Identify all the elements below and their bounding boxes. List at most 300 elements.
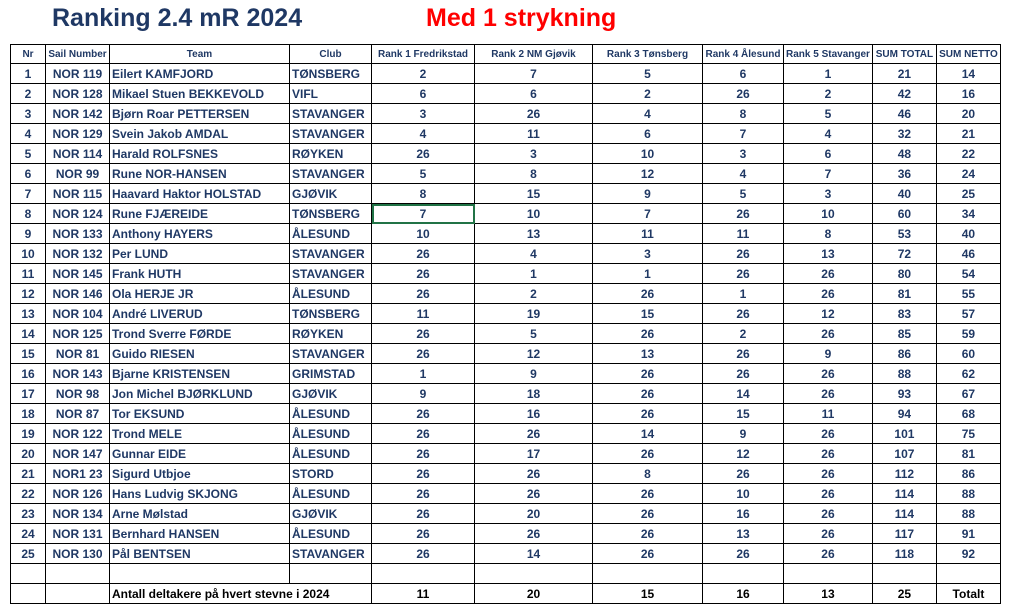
cell-netto[interactable]: 75 <box>936 424 1000 444</box>
cell-netto[interactable]: 20 <box>936 104 1000 124</box>
cell-sail[interactable]: NOR 98 <box>46 384 110 404</box>
cell-r5[interactable]: 9 <box>784 344 873 364</box>
cell-r3[interactable]: 9 <box>593 184 703 204</box>
cell-total[interactable]: 107 <box>872 444 936 464</box>
cell-r3[interactable]: 6 <box>593 124 703 144</box>
cell-netto[interactable]: 57 <box>936 304 1000 324</box>
cell-r4[interactable]: 10 <box>703 484 784 504</box>
cell-r1[interactable]: 4 <box>372 124 475 144</box>
cell-nr[interactable]: 24 <box>11 524 46 544</box>
cell-team[interactable]: Rune NOR-HANSEN <box>110 164 290 184</box>
cell-team[interactable]: Guido RIESEN <box>110 344 290 364</box>
cell-r4[interactable]: 26 <box>703 364 784 384</box>
cell-total[interactable]: 93 <box>872 384 936 404</box>
cell-r2[interactable]: 12 <box>475 344 593 364</box>
cell-r5[interactable]: 26 <box>784 504 873 524</box>
cell-r5[interactable]: 2 <box>784 84 873 104</box>
cell-r3[interactable]: 26 <box>593 364 703 384</box>
cell-total[interactable]: 83 <box>872 304 936 324</box>
cell-sail[interactable]: NOR 114 <box>46 144 110 164</box>
cell-r3[interactable]: 2 <box>593 84 703 104</box>
cell-club[interactable]: TØNSBERG <box>290 64 372 84</box>
cell-r2[interactable]: 26 <box>475 484 593 504</box>
cell-r3[interactable]: 4 <box>593 104 703 124</box>
cell-total[interactable]: 94 <box>872 404 936 424</box>
cell-nr[interactable]: 25 <box>11 544 46 564</box>
cell-sail[interactable]: NOR 147 <box>46 444 110 464</box>
cell-r4[interactable]: 26 <box>703 304 784 324</box>
cell-netto[interactable]: 59 <box>936 324 1000 344</box>
footer-rank-2[interactable]: 20 <box>475 584 593 604</box>
cell-r5[interactable]: 10 <box>784 204 873 224</box>
cell[interactable] <box>372 564 475 584</box>
cell-club[interactable]: TØNSBERG <box>290 204 372 224</box>
cell-r3[interactable]: 26 <box>593 284 703 304</box>
cell-sail[interactable]: NOR 115 <box>46 184 110 204</box>
cell-r5[interactable]: 26 <box>784 544 873 564</box>
cell-team[interactable]: Pål BENTSEN <box>110 544 290 564</box>
cell-club[interactable]: RØYKEN <box>290 324 372 344</box>
cell-r2[interactable]: 9 <box>475 364 593 384</box>
footer-label[interactable]: Antall deltakere på hvert stevne i 2024 <box>110 584 372 604</box>
cell-netto[interactable]: 16 <box>936 84 1000 104</box>
cell-r2[interactable]: 14 <box>475 544 593 564</box>
cell-club[interactable]: TØNSBERG <box>290 304 372 324</box>
cell-total[interactable]: 88 <box>872 364 936 384</box>
cell-total[interactable]: 32 <box>872 124 936 144</box>
cell-r3[interactable]: 8 <box>593 464 703 484</box>
cell-netto[interactable]: 62 <box>936 364 1000 384</box>
cell-sail[interactable]: NOR 142 <box>46 104 110 124</box>
cell-team[interactable]: Gunnar EIDE <box>110 444 290 464</box>
cell-netto[interactable]: 91 <box>936 524 1000 544</box>
cell-r2[interactable]: 4 <box>475 244 593 264</box>
cell-team[interactable]: Bernhard HANSEN <box>110 524 290 544</box>
cell-r4[interactable]: 7 <box>703 124 784 144</box>
cell-club[interactable]: ÅLESUND <box>290 424 372 444</box>
cell-r5[interactable]: 26 <box>784 364 873 384</box>
cell-club[interactable]: STAVANGER <box>290 164 372 184</box>
cell-nr[interactable]: 22 <box>11 484 46 504</box>
cell-netto[interactable]: 86 <box>936 464 1000 484</box>
cell-r4[interactable]: 26 <box>703 204 784 224</box>
cell-r5[interactable]: 26 <box>784 264 873 284</box>
cell-r5[interactable]: 26 <box>784 324 873 344</box>
cell-nr[interactable]: 20 <box>11 444 46 464</box>
cell-r2[interactable]: 16 <box>475 404 593 424</box>
header-team[interactable]: Team <box>110 45 290 64</box>
cell-nr[interactable]: 13 <box>11 304 46 324</box>
cell-r5[interactable]: 26 <box>784 384 873 404</box>
cell-r3[interactable]: 26 <box>593 404 703 424</box>
cell-club[interactable]: VIFL <box>290 84 372 104</box>
cell-sail[interactable]: NOR 129 <box>46 124 110 144</box>
cell-r1[interactable]: 26 <box>372 544 475 564</box>
cell-r5[interactable]: 5 <box>784 104 873 124</box>
cell-r5[interactable]: 6 <box>784 144 873 164</box>
cell-total[interactable]: 114 <box>872 484 936 504</box>
cell-team[interactable]: Arne Mølstad <box>110 504 290 524</box>
cell-sail[interactable]: NOR 134 <box>46 504 110 524</box>
cell-r5[interactable]: 1 <box>784 64 873 84</box>
cell[interactable] <box>784 564 873 584</box>
cell-netto[interactable]: 88 <box>936 504 1000 524</box>
header-sum-total[interactable]: SUM TOTAL <box>872 45 936 64</box>
header-sail-number[interactable]: Sail Number <box>46 45 110 64</box>
cell-team[interactable]: Tor EKSUND <box>110 404 290 424</box>
cell-r4[interactable]: 26 <box>703 464 784 484</box>
cell-r5[interactable]: 13 <box>784 244 873 264</box>
cell[interactable] <box>290 564 372 584</box>
cell-team[interactable]: Anthony HAYERS <box>110 224 290 244</box>
cell-team[interactable]: André LIVERUD <box>110 304 290 324</box>
footer-rank-5[interactable]: 13 <box>784 584 873 604</box>
cell-r2[interactable]: 5 <box>475 324 593 344</box>
cell-netto[interactable]: 40 <box>936 224 1000 244</box>
cell-r1[interactable]: 26 <box>372 344 475 364</box>
cell-nr[interactable]: 16 <box>11 364 46 384</box>
cell-netto[interactable]: 46 <box>936 244 1000 264</box>
cell-team[interactable]: Haavard Haktor HOLSTAD <box>110 184 290 204</box>
cell-team[interactable]: Jon Michel BJØRKLUND <box>110 384 290 404</box>
cell-r2[interactable]: 15 <box>475 184 593 204</box>
cell-r1[interactable]: 26 <box>372 424 475 444</box>
cell-r1[interactable]: 2 <box>372 64 475 84</box>
footer-rank-3[interactable]: 15 <box>593 584 703 604</box>
cell-r1[interactable]: 26 <box>372 324 475 344</box>
cell-club[interactable]: STAVANGER <box>290 344 372 364</box>
cell-nr[interactable]: 10 <box>11 244 46 264</box>
cell-sail[interactable]: NOR 143 <box>46 364 110 384</box>
footer-rank-4[interactable]: 16 <box>703 584 784 604</box>
cell[interactable] <box>872 564 936 584</box>
header-rank-5[interactable]: Rank 5 Stavanger <box>784 45 873 64</box>
cell-club[interactable]: ÅLESUND <box>290 524 372 544</box>
cell-r4[interactable]: 8 <box>703 104 784 124</box>
cell-nr[interactable]: 12 <box>11 284 46 304</box>
cell-r3[interactable]: 1 <box>593 264 703 284</box>
cell-netto[interactable]: 14 <box>936 64 1000 84</box>
cell-r3[interactable]: 14 <box>593 424 703 444</box>
cell-nr[interactable]: 1 <box>11 64 46 84</box>
cell-sail[interactable]: NOR 146 <box>46 284 110 304</box>
cell-r2[interactable]: 26 <box>475 464 593 484</box>
cell-sail[interactable]: NOR 131 <box>46 524 110 544</box>
cell-club[interactable]: GJØVIK <box>290 384 372 404</box>
cell-nr[interactable]: 14 <box>11 324 46 344</box>
cell-r4[interactable]: 5 <box>703 184 784 204</box>
cell-r1[interactable]: 26 <box>372 264 475 284</box>
cell-sail[interactable]: NOR 119 <box>46 64 110 84</box>
cell-netto[interactable]: 68 <box>936 404 1000 424</box>
cell-r2[interactable]: 7 <box>475 64 593 84</box>
cell-total[interactable]: 86 <box>872 344 936 364</box>
cell-r2[interactable]: 19 <box>475 304 593 324</box>
header-rank-2[interactable]: Rank 2 NM Gjøvik <box>475 45 593 64</box>
cell-r4[interactable]: 26 <box>703 244 784 264</box>
cell-nr[interactable]: 21 <box>11 464 46 484</box>
cell[interactable] <box>593 564 703 584</box>
cell-sail[interactable]: NOR 99 <box>46 164 110 184</box>
cell-nr[interactable]: 15 <box>11 344 46 364</box>
cell-total[interactable]: 60 <box>872 204 936 224</box>
cell-total[interactable]: 117 <box>872 524 936 544</box>
cell-total[interactable]: 48 <box>872 144 936 164</box>
cell-r1[interactable]: 26 <box>372 484 475 504</box>
cell-r3[interactable]: 26 <box>593 544 703 564</box>
cell-team[interactable]: Sigurd Utbjoe <box>110 464 290 484</box>
cell-team[interactable]: Per LUND <box>110 244 290 264</box>
cell-nr[interactable]: 7 <box>11 184 46 204</box>
cell[interactable] <box>11 584 46 604</box>
cell-club[interactable]: STAVANGER <box>290 104 372 124</box>
cell-r5[interactable]: 26 <box>784 284 873 304</box>
cell-team[interactable]: Harald ROLFSNES <box>110 144 290 164</box>
cell-r2[interactable]: 18 <box>475 384 593 404</box>
cell-club[interactable]: ÅLESUND <box>290 404 372 424</box>
cell-nr[interactable]: 17 <box>11 384 46 404</box>
cell-r1[interactable]: 6 <box>372 84 475 104</box>
cell-nr[interactable]: 19 <box>11 424 46 444</box>
cell-r1[interactable]: 8 <box>372 184 475 204</box>
cell-sail[interactable]: NOR 130 <box>46 544 110 564</box>
cell-r1[interactable]: 26 <box>372 244 475 264</box>
cell-r5[interactable]: 26 <box>784 464 873 484</box>
cell-team[interactable]: Eilert KAMFJORD <box>110 64 290 84</box>
cell-team[interactable]: Bjørn Roar PETTERSEN <box>110 104 290 124</box>
header-nr[interactable]: Nr <box>11 45 46 64</box>
cell-r1[interactable]: 1 <box>372 364 475 384</box>
cell-r2[interactable]: 13 <box>475 224 593 244</box>
cell-total[interactable]: 114 <box>872 504 936 524</box>
cell-r1[interactable]: 9 <box>372 384 475 404</box>
cell-total[interactable]: 42 <box>872 84 936 104</box>
cell-r5[interactable]: 8 <box>784 224 873 244</box>
cell-sail[interactable]: NOR 132 <box>46 244 110 264</box>
cell-r4[interactable]: 3 <box>703 144 784 164</box>
cell-total[interactable]: 112 <box>872 464 936 484</box>
header-rank-4[interactable]: Rank 4 Ålesund <box>703 45 784 64</box>
cell-r3[interactable]: 26 <box>593 524 703 544</box>
cell-sail[interactable]: NOR 104 <box>46 304 110 324</box>
cell-netto[interactable]: 54 <box>936 264 1000 284</box>
cell-r4[interactable]: 1 <box>703 284 784 304</box>
footer-rank-1[interactable]: 11 <box>372 584 475 604</box>
cell-club[interactable]: ÅLESUND <box>290 284 372 304</box>
cell-r3[interactable]: 26 <box>593 324 703 344</box>
cell-r2[interactable]: 1 <box>475 264 593 284</box>
cell-sail[interactable]: NOR 124 <box>46 204 110 224</box>
cell-r4[interactable]: 13 <box>703 524 784 544</box>
header-rank-3[interactable]: Rank 3 Tønsberg <box>593 45 703 64</box>
cell-total[interactable]: 36 <box>872 164 936 184</box>
cell-team[interactable]: Bjarne KRISTENSEN <box>110 364 290 384</box>
cell-r4[interactable]: 14 <box>703 384 784 404</box>
cell-netto[interactable]: 24 <box>936 164 1000 184</box>
cell-r1[interactable]: 11 <box>372 304 475 324</box>
cell-r4[interactable]: 9 <box>703 424 784 444</box>
cell-sail[interactable]: NOR1 23 <box>46 464 110 484</box>
cell-r5[interactable]: 26 <box>784 424 873 444</box>
cell-netto[interactable]: 55 <box>936 284 1000 304</box>
cell-r1[interactable]: 26 <box>372 404 475 424</box>
cell-club[interactable]: STORD <box>290 464 372 484</box>
cell-netto[interactable]: 81 <box>936 444 1000 464</box>
cell-team[interactable]: Rune FJÆREIDE <box>110 204 290 224</box>
cell-sail[interactable]: NOR 133 <box>46 224 110 244</box>
cell-r2[interactable]: 10 <box>475 204 593 224</box>
cell-total[interactable]: 85 <box>872 324 936 344</box>
cell-r5[interactable]: 26 <box>784 444 873 464</box>
cell-nr[interactable]: 8 <box>11 204 46 224</box>
cell-netto[interactable]: 88 <box>936 484 1000 504</box>
cell-netto[interactable]: 60 <box>936 344 1000 364</box>
cell-netto[interactable]: 22 <box>936 144 1000 164</box>
cell-sail[interactable]: NOR 81 <box>46 344 110 364</box>
cell-r1[interactable]: 26 <box>372 504 475 524</box>
cell-club[interactable]: GJØVIK <box>290 504 372 524</box>
footer-total[interactable]: 25 <box>872 584 936 604</box>
cell-nr[interactable]: 6 <box>11 164 46 184</box>
cell-r2[interactable]: 20 <box>475 504 593 524</box>
cell-r4[interactable]: 26 <box>703 264 784 284</box>
cell-r2[interactable]: 26 <box>475 424 593 444</box>
cell-team[interactable]: Ola HERJE JR <box>110 284 290 304</box>
cell-netto[interactable]: 34 <box>936 204 1000 224</box>
cell-r5[interactable]: 12 <box>784 304 873 324</box>
cell-r1[interactable]: 26 <box>372 464 475 484</box>
cell-r2[interactable]: 17 <box>475 444 593 464</box>
cell[interactable] <box>46 564 110 584</box>
cell-r4[interactable]: 26 <box>703 344 784 364</box>
cell-r1[interactable]: 10 <box>372 224 475 244</box>
cell-r5[interactable]: 26 <box>784 524 873 544</box>
cell-total[interactable]: 81 <box>872 284 936 304</box>
cell-total[interactable]: 118 <box>872 544 936 564</box>
cell-nr[interactable]: 18 <box>11 404 46 424</box>
cell-team[interactable]: Trond Sverre FØRDE <box>110 324 290 344</box>
cell-r3[interactable]: 26 <box>593 484 703 504</box>
cell-r4[interactable]: 26 <box>703 544 784 564</box>
cell-total[interactable]: 53 <box>872 224 936 244</box>
cell-r5[interactable]: 11 <box>784 404 873 424</box>
cell-club[interactable]: ÅLESUND <box>290 484 372 504</box>
cell[interactable] <box>110 564 290 584</box>
cell-sail[interactable]: NOR 125 <box>46 324 110 344</box>
cell-sail[interactable]: NOR 122 <box>46 424 110 444</box>
cell-r5[interactable]: 4 <box>784 124 873 144</box>
cell-netto[interactable]: 67 <box>936 384 1000 404</box>
cell-netto[interactable]: 25 <box>936 184 1000 204</box>
cell-club[interactable]: STAVANGER <box>290 244 372 264</box>
cell-r2[interactable]: 6 <box>475 84 593 104</box>
cell[interactable] <box>936 564 1000 584</box>
cell-r2[interactable]: 26 <box>475 104 593 124</box>
cell-netto[interactable]: 21 <box>936 124 1000 144</box>
cell-club[interactable]: RØYKEN <box>290 144 372 164</box>
cell-r5[interactable]: 3 <box>784 184 873 204</box>
cell-r3[interactable]: 10 <box>593 144 703 164</box>
cell-r4[interactable]: 12 <box>703 444 784 464</box>
cell-nr[interactable]: 23 <box>11 504 46 524</box>
cell-total[interactable]: 80 <box>872 264 936 284</box>
cell-r4[interactable]: 16 <box>703 504 784 524</box>
cell-club[interactable]: STAVANGER <box>290 124 372 144</box>
cell-netto[interactable]: 92 <box>936 544 1000 564</box>
cell-r5[interactable]: 26 <box>784 484 873 504</box>
cell-team[interactable]: Hans Ludvig SKJONG <box>110 484 290 504</box>
cell-r2[interactable]: 3 <box>475 144 593 164</box>
cell-r1[interactable]: 26 <box>372 444 475 464</box>
header-club[interactable]: Club <box>290 45 372 64</box>
cell-club[interactable]: GRIMSTAD <box>290 364 372 384</box>
cell-r3[interactable]: 26 <box>593 504 703 524</box>
cell-sail[interactable]: NOR 128 <box>46 84 110 104</box>
cell-r3[interactable]: 26 <box>593 444 703 464</box>
cell-r4[interactable]: 4 <box>703 164 784 184</box>
cell-team[interactable]: Frank HUTH <box>110 264 290 284</box>
cell-r3[interactable]: 3 <box>593 244 703 264</box>
cell-r2[interactable]: 2 <box>475 284 593 304</box>
cell-nr[interactable]: 9 <box>11 224 46 244</box>
cell-r4[interactable]: 15 <box>703 404 784 424</box>
cell-r4[interactable]: 11 <box>703 224 784 244</box>
cell[interactable] <box>475 564 593 584</box>
cell-r1[interactable]: 26 <box>372 524 475 544</box>
cell[interactable] <box>46 584 110 604</box>
cell-club[interactable]: ÅLESUND <box>290 224 372 244</box>
cell-total[interactable]: 40 <box>872 184 936 204</box>
cell-nr[interactable]: 2 <box>11 84 46 104</box>
cell-sail[interactable]: NOR 145 <box>46 264 110 284</box>
cell-r2[interactable]: 26 <box>475 524 593 544</box>
cell-r4[interactable]: 26 <box>703 84 784 104</box>
cell-r3[interactable]: 5 <box>593 64 703 84</box>
cell-r2[interactable]: 8 <box>475 164 593 184</box>
cell-team[interactable]: Trond MELE <box>110 424 290 444</box>
cell-r3[interactable]: 13 <box>593 344 703 364</box>
cell-r3[interactable]: 26 <box>593 384 703 404</box>
cell-nr[interactable]: 3 <box>11 104 46 124</box>
cell-club[interactable]: GJØVIK <box>290 184 372 204</box>
cell[interactable] <box>703 564 784 584</box>
cell-club[interactable]: ÅLESUND <box>290 444 372 464</box>
cell[interactable] <box>11 564 46 584</box>
cell-club[interactable]: STAVANGER <box>290 264 372 284</box>
cell-r4[interactable]: 2 <box>703 324 784 344</box>
cell-sail[interactable]: NOR 87 <box>46 404 110 424</box>
cell-r1[interactable]: 26 <box>372 144 475 164</box>
cell-r3[interactable]: 11 <box>593 224 703 244</box>
cell-r1[interactable]: 3 <box>372 104 475 124</box>
cell-total[interactable]: 72 <box>872 244 936 264</box>
cell-r3[interactable]: 15 <box>593 304 703 324</box>
cell-r4[interactable]: 6 <box>703 64 784 84</box>
cell-total[interactable]: 101 <box>872 424 936 444</box>
cell-r1[interactable]: 5 <box>372 164 475 184</box>
cell-club[interactable]: STAVANGER <box>290 544 372 564</box>
header-rank-1[interactable]: Rank 1 Fredrikstad <box>372 45 475 64</box>
cell-r1[interactable]: 26 <box>372 284 475 304</box>
cell-r1[interactable]: 7 <box>372 204 475 224</box>
cell-total[interactable]: 21 <box>872 64 936 84</box>
footer-netto[interactable]: Totalt <box>936 584 1000 604</box>
cell-r3[interactable]: 7 <box>593 204 703 224</box>
cell-total[interactable]: 46 <box>872 104 936 124</box>
cell-nr[interactable]: 11 <box>11 264 46 284</box>
cell-nr[interactable]: 5 <box>11 144 46 164</box>
cell-sail[interactable]: NOR 126 <box>46 484 110 504</box>
